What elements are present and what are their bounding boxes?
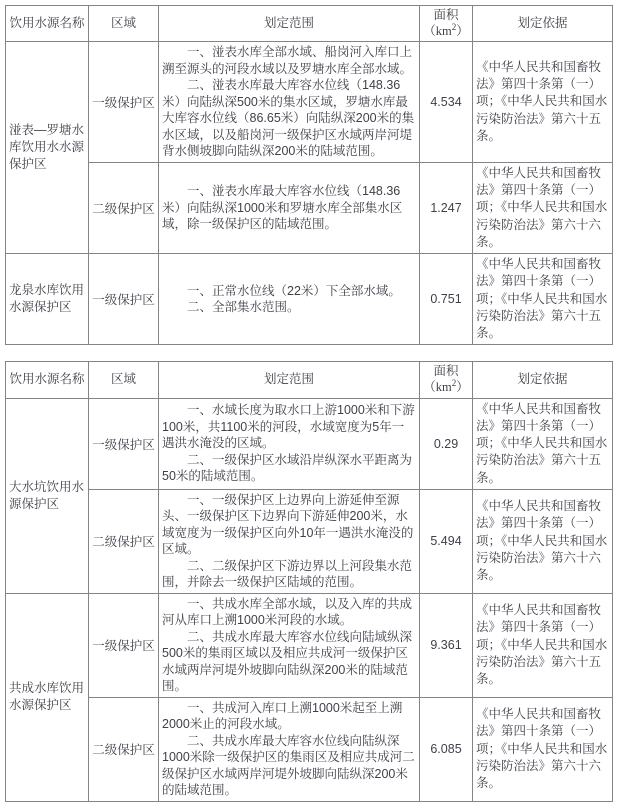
zone-cell: 二级保护区: [89, 489, 159, 593]
header-area-unit-post: ）: [456, 379, 469, 394]
area-cell: 1.247: [420, 162, 473, 253]
zone-cell: 一级保护区: [89, 593, 159, 697]
scope-paragraph: 一、共成水库全部水域，以及入库的共成河从库口上溯1000米河段的水域。: [162, 596, 413, 628]
header-area-unit: [423, 377, 469, 394]
area-cell: 9.361: [420, 593, 473, 697]
scope-paragraph: 二、共成水库最大库容水位线向陆纵深1000米除一级保护区的集雨区及相应共成河二级保护区水域两岸河堤外坡脚向陆纵深200米的陆域范围。: [162, 733, 415, 798]
table-row: [6, 254, 613, 345]
scope-cell: [159, 489, 420, 593]
header-basis: 划定依据: [473, 362, 613, 398]
scope-cell: [159, 162, 420, 253]
header-row: [6, 6, 613, 42]
header-area-unit: [423, 21, 469, 38]
header-area-unit-pre: （km: [423, 23, 452, 38]
header-row: [6, 362, 613, 398]
area-cell: 6.085: [420, 697, 473, 801]
basis-cell: 《中华人民共和国畜牧法》第四十条第（一）项；《中华人民共和国水污染防治法》第六十五条。: [473, 398, 613, 489]
area-cell: 5.494: [420, 489, 473, 593]
scope-cell: [159, 42, 420, 163]
basis-cell: 《中华人民共和国畜牧法》第四十条第（一）项；《中华人民共和国水污染防治法》第六十五条。: [473, 42, 613, 163]
scope-paragraph: 二、共成水库最大库容水位线向陆域纵深500米的集雨区域以及相应共成河一级保护区水域两岸河堤外坡脚向陆纵深200米的陆域范围。: [162, 629, 413, 694]
scope-cell: [159, 254, 420, 345]
header-area-unit-post: ）: [456, 23, 469, 38]
table-row: [6, 42, 613, 163]
header-area-unit-pre: （km: [423, 379, 452, 394]
area-cell: 4.534: [420, 42, 473, 163]
basis-cell: 《中华人民共和国畜牧法》第四十条第（一）项；《中华人民共和国水污染防治法》第六十六条。: [473, 162, 613, 253]
scope-paragraph: 二、一级保护区水域沿岸纵深水平距离为50米的陆域范围。: [162, 452, 413, 484]
scope-paragraph: 二、二级保护区下游边界以上河段集水范围，并除去一级保护区陆域的范围。: [162, 558, 413, 590]
table-row: [6, 162, 613, 253]
scope-paragraph: 一、一级保护区上边界向上游延伸至源头、一级保护区下边界向下游延伸200米，水域宽度为一级保护区向外10年一遇洪水淹没的区域。: [162, 492, 414, 557]
scope-cell: [159, 398, 420, 489]
header-scope: 划定范围: [159, 6, 420, 42]
header-zone: 区域: [89, 6, 159, 42]
scope-paragraph: 一、共成河入库口上溯1000米起至上溯2000米止的河段水域。: [162, 700, 403, 732]
source-name-cell: 龙泉水库饮用水源保护区: [6, 254, 89, 345]
header-area-unit-sup: 2: [451, 377, 457, 388]
basis-cell: 《中华人民共和国畜牧法》第四十条第（一）项；《中华人民共和国水污染防治法》第六十六条。: [473, 489, 613, 593]
zone-cell: 一级保护区: [89, 398, 159, 489]
zone-cell: 一级保护区: [89, 42, 159, 163]
basis-cell: 《中华人民共和国畜牧法》第四十条第（一）项；《中华人民共和国水污染防治法》第六十五条。: [473, 254, 613, 345]
table-row: [6, 697, 613, 801]
scope-paragraph: 一、湴表水库最大库容水位线（148.36米）向陆纵深1000米和罗塘水库全部集水区域，除一级保护区的陆域范围。: [162, 184, 403, 232]
scope-paragraph: 二、全部集水范围。: [187, 300, 300, 315]
source-name-cell: 湴表—罗塘水库饮用水水源保护区: [6, 42, 89, 254]
header-zone: 区域: [89, 362, 159, 398]
basis-cell: 《中华人民共和国畜牧法》第四十条第（一）项；《中华人民共和国水污染防治法》第六十六条。: [473, 697, 613, 801]
scope-paragraph: 一、正常水位线（22米）下全部水域。: [187, 283, 401, 298]
water-source-table-2: [5, 361, 613, 802]
header-area: [420, 362, 473, 398]
header-area: [420, 6, 473, 42]
scope-paragraph: 二、湴表水库最大库容水位线（148.36米）向陆纵深500米的集水区域，罗塘水库最大库容水位线（86.65米）向陆纵深200米的集水区域，以及船岗河一级保护区水域两岸河堤背水侧坡脚向陆纵深200米的陆域范围。: [162, 78, 415, 159]
header-scope: 划定范围: [159, 362, 420, 398]
scope-cell: [159, 697, 420, 801]
source-name-cell: 大水坑饮用水源保护区: [6, 398, 89, 593]
area-cell: 0.751: [420, 254, 473, 345]
table-row: [6, 593, 613, 697]
table-row: [6, 489, 613, 593]
table-row: [6, 398, 613, 489]
header-area-label: 面积: [433, 8, 459, 22]
source-name-cell: 共成水库饮用水源保护区: [6, 593, 89, 801]
area-cell: 0.29: [420, 398, 473, 489]
header-area-label: 面积: [433, 364, 459, 379]
header-source-name: 饮用水源名称: [6, 6, 89, 42]
header-basis: 划定依据: [473, 6, 613, 42]
header-area-unit-sup: 2: [451, 21, 457, 32]
scope-paragraph: 一、湴表水库全部水域、船岗河入库口上溯至源头的河段水域以及罗塘水库全部水域。: [162, 45, 413, 76]
basis-cell: 《中华人民共和国畜牧法》第四十条第（一）项；《中华人民共和国水污染防治法》第六十五条。: [473, 593, 613, 697]
scope-cell: [159, 593, 420, 697]
zone-cell: 一级保护区: [89, 254, 159, 345]
zone-cell: 二级保护区: [89, 697, 159, 801]
header-source-name: 饮用水源名称: [6, 362, 89, 398]
scope-paragraph: 一、水域长度为取水口上游1000米和下游100米，共1100米的河段，水域宽度为5年一遇洪水淹没的区域。: [162, 403, 415, 451]
water-source-table-1: [5, 5, 613, 345]
zone-cell: 二级保护区: [89, 162, 159, 253]
